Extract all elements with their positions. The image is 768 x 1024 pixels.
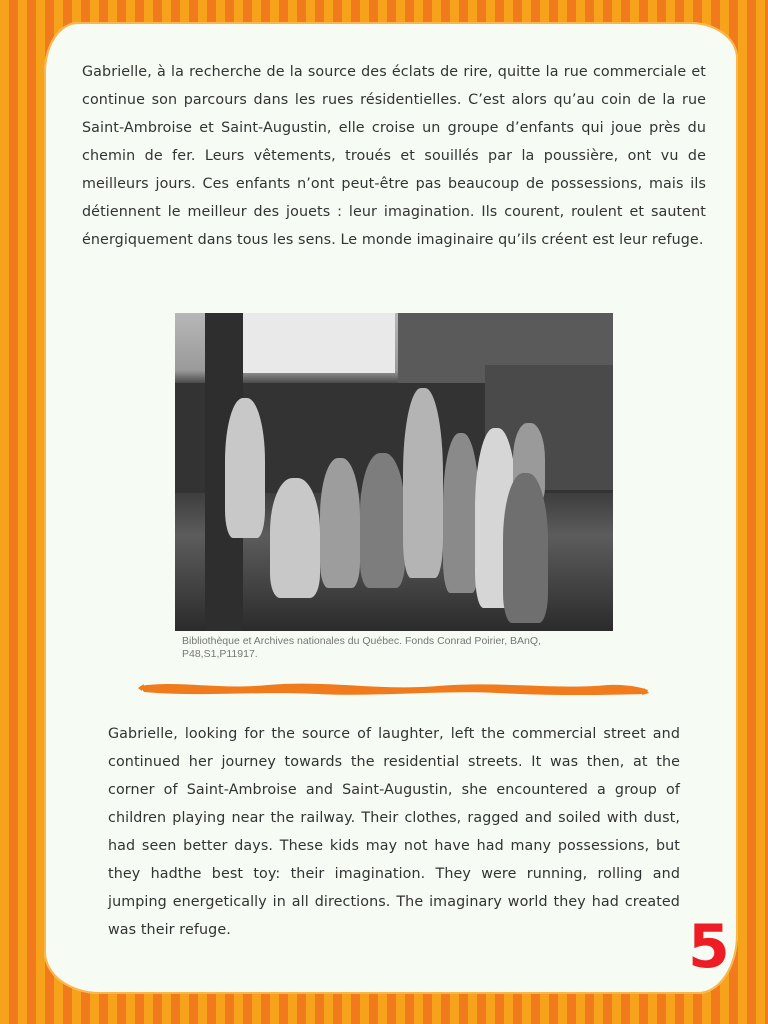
photo-sky [235,313,395,373]
french-paragraph: Gabrielle, à la recherche de la source des éclats de rire, quitte la rue commerciale et continue son parcours dans les rues résidentielles. C’est alors qu’au coin de la rue Saint-Ambroise et Saint-Augustin, elle croise un groupe d’enfants qui joue près du chemin de fer. Leurs vêtements, troués et souillés par la poussière, ont vu de meilleurs jours. Ces enfants n’ont peut-être pas beaucoup de possessions, mais ils détiennent le meilleur des jouets : leur imagination. Ils courent, roulent et sautent énergiquement dans tous les sens. Le monde imaginaire qu’ils créent est leur refuge. [82,64,706,248]
photo-child [320,458,360,588]
english-paragraph: Gabrielle, looking for the source of laughter, left the commercial street and continued her journey towards the residential streets. It was then, at the corner of Saint-Ambroise and Saint-Augustin, she encountered a group of children playing near the railway. Their clothes, ragged and soiled with dust, had seen better days. These kids may not have had many possessions, but they hadthe best toy: their imagination. They were running, rolling and jumping energetically in all directions. The imaginary world they had created was their refuge. [108,726,680,938]
photo-caption: Bibliothèque et Archives nationales du Québec. Fonds Conrad Poirier, BAnQ, P48,S1,P11917. [182,635,541,660]
photo-child [225,398,265,538]
photo-child [503,473,548,623]
photo-child [270,478,320,598]
page-number: 5 [688,912,730,982]
brush-divider [138,676,650,700]
photo-child [443,433,479,593]
photo-child [403,388,443,578]
historical-photo [175,313,613,631]
photo-child [360,453,405,588]
